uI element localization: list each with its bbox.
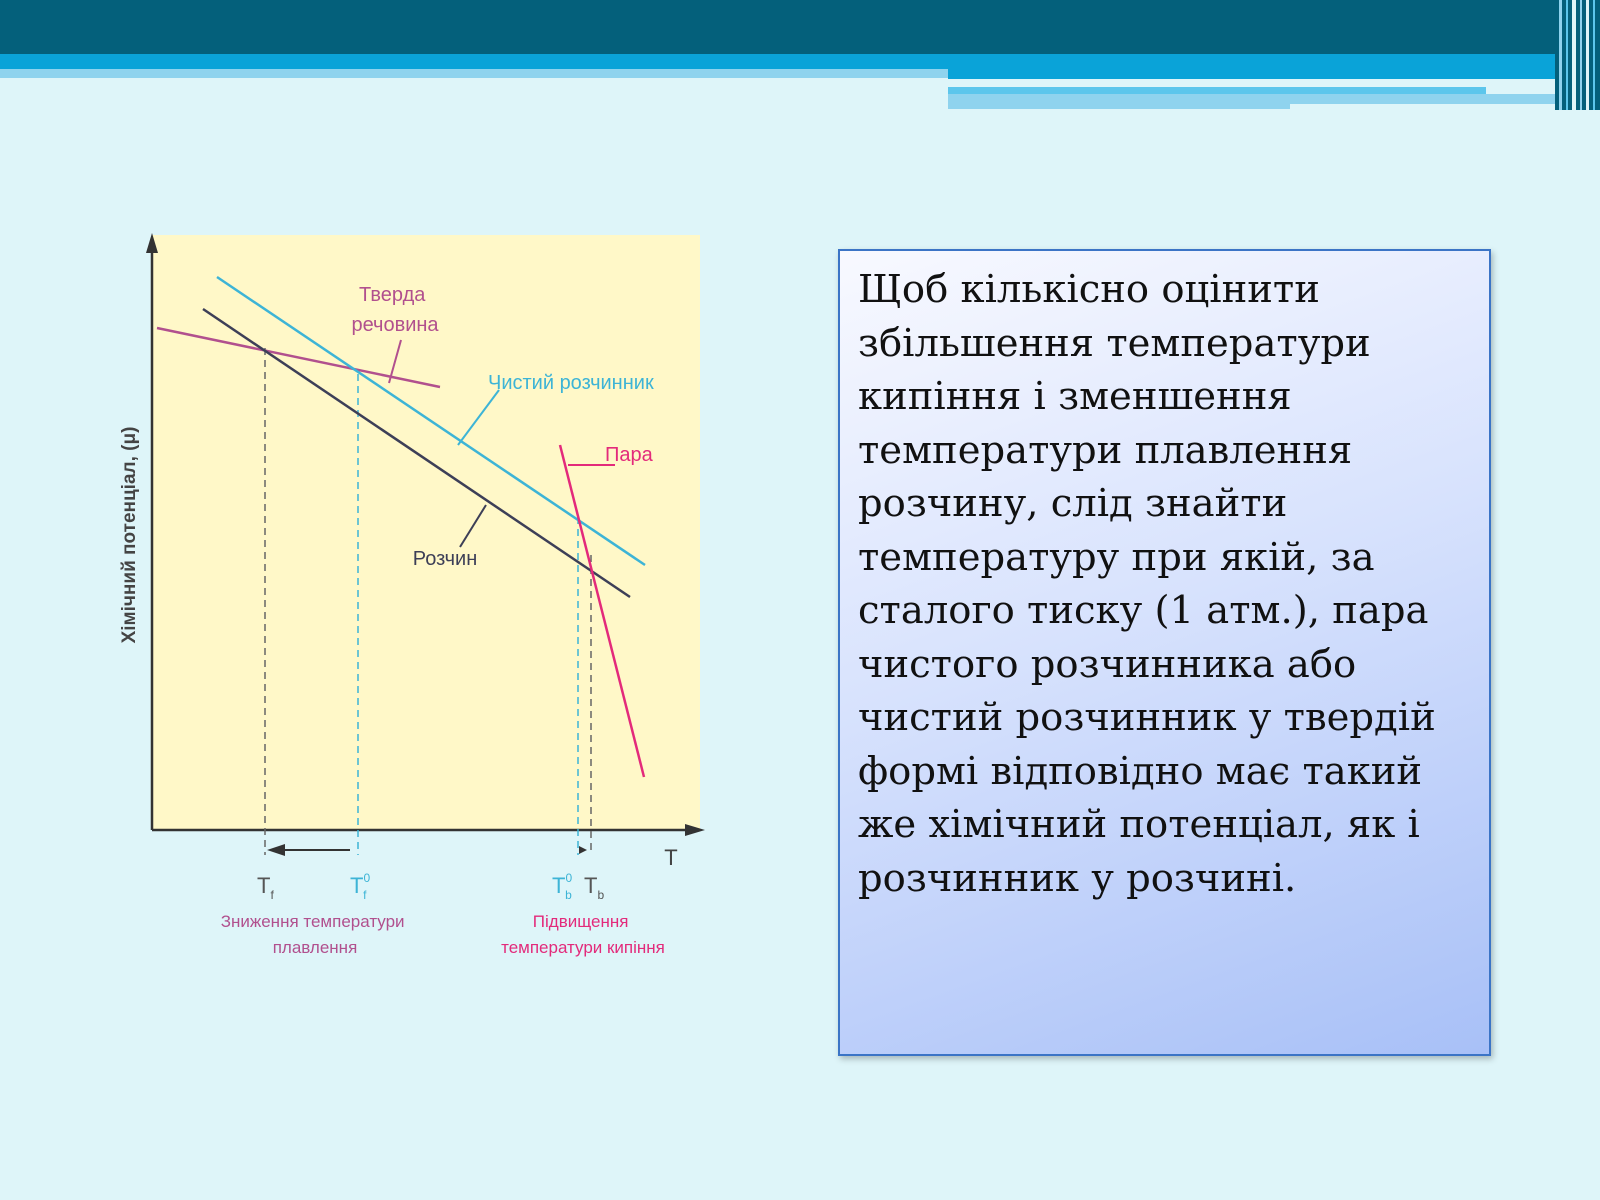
- header-band-right-5: [1290, 104, 1565, 109]
- y-axis-label: Хімічний потенціал, (μ): [119, 426, 140, 644]
- header-band-right-3: [948, 87, 1486, 94]
- boiling-elevation-annotation: Підвищення температури кипіння: [501, 912, 665, 957]
- boiling-shift-arrowhead-icon: [579, 846, 587, 854]
- tick-label-tf: $T_f$: [257, 873, 274, 902]
- header-band-right-2: [948, 79, 1565, 87]
- header-edge-stripes: [1555, 0, 1600, 110]
- tick-label-tf0: $T^0$ f: [350, 871, 371, 902]
- header-band-right-1: [948, 69, 1565, 79]
- header-band-blue: [0, 54, 1565, 69]
- explanation-text: Щоб кількісно оцінити збільшення температури кипіння і зменшення температури плавлення розчину, слід знайти температуру при якій, за сталого тиску (1 атм.), пара чистого розчинника або чистий розчинник у твердій формі відповідно має такий же хімічний потенціал, як і розчинник у розчині.: [858, 267, 1436, 901]
- freezing-depression-annotation: Зниження температури плавлення: [220, 912, 405, 957]
- tick-label-tb0: $T^0$ b: [552, 871, 573, 902]
- pure-solvent-label: Чистий розчинник: [488, 372, 654, 394]
- explanation-box: [838, 249, 1491, 1056]
- chemical-potential-diagram: [95, 225, 735, 970]
- solution-label: Розчин: [412, 548, 478, 570]
- vapour-label: Пара: [605, 444, 653, 466]
- header-band-light: [0, 69, 948, 78]
- tick-label-tb: $T_b$: [584, 873, 605, 902]
- freezing-shift-arrowhead-icon: [267, 844, 285, 856]
- x-axis-label: T: [664, 845, 678, 870]
- solid-label: Тверда речовина: [351, 284, 439, 336]
- header-band-dark: [0, 0, 1600, 54]
